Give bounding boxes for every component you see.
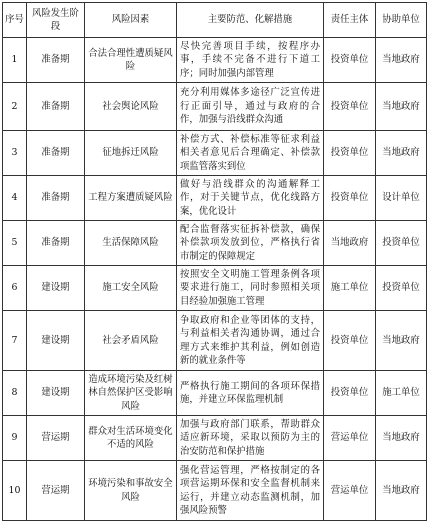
cell-no: 5 xyxy=(3,221,27,266)
cell-assist: 当地政府 xyxy=(376,131,427,176)
cell-stage: 建设期 xyxy=(27,311,85,371)
cell-assist: 投资单位 xyxy=(376,221,427,266)
cell-factor: 合法合理性遭质疑风险 xyxy=(85,38,177,83)
header-factor: 风险因素 xyxy=(85,3,177,38)
cell-stage: 准备期 xyxy=(27,131,85,176)
cell-no: 4 xyxy=(3,176,27,221)
cell-measure: 严格执行施工期间的各项环保措施，并建立环保监理机制 xyxy=(177,371,324,416)
cell-measure: 加强与政府部门联系，帮助群众适应新环境，采取以预防为主的治安防范和保护措施 xyxy=(177,416,324,461)
table-body xyxy=(3,38,427,521)
table-row xyxy=(3,83,427,131)
cell-owner: 营运单位 xyxy=(324,416,376,461)
cell-stage: 营运期 xyxy=(27,461,85,521)
table-row xyxy=(3,221,427,266)
cell-owner: 当地政府 xyxy=(324,221,376,266)
cell-owner: 投资单位 xyxy=(324,176,376,221)
header-measure: 主要防范、化解措施 xyxy=(177,3,324,38)
cell-stage: 建设期 xyxy=(27,266,85,311)
cell-stage: 准备期 xyxy=(27,83,85,131)
cell-stage: 准备期 xyxy=(27,38,85,83)
table-header xyxy=(3,3,427,38)
cell-owner: 施工单位 xyxy=(324,266,376,311)
cell-no: 2 xyxy=(3,83,27,131)
cell-measure: 争取政府和企业等团体的支持，与利益相关者沟通协调，通过合理方式来维护其利益，例如创造新的就业条件等 xyxy=(177,311,324,371)
table-row xyxy=(3,311,427,371)
cell-measure: 强化营运管理，严格按制定的各项营运期环保和安全监督机制来运行，并建立动态监测机制，加强风险预警 xyxy=(177,461,324,521)
cell-owner: 投资单位 xyxy=(324,371,376,416)
cell-measure: 补偿方式、补偿标准等征求利益相关者意见后合理确定、补偿款项监管落实到位 xyxy=(177,131,324,176)
cell-factor: 造成环境污染及红树林自然保护区受影响风险 xyxy=(85,371,177,416)
table-row xyxy=(3,176,427,221)
cell-no: 8 xyxy=(3,371,27,416)
cell-factor: 社会舆论风险 xyxy=(85,83,177,131)
cell-assist: 当地政府 xyxy=(376,461,427,521)
cell-factor: 社会矛盾风险 xyxy=(85,311,177,371)
cell-no: 6 xyxy=(3,266,27,311)
cell-owner: 投资单位 xyxy=(324,83,376,131)
cell-factor: 施工安全风险 xyxy=(85,266,177,311)
cell-no: 3 xyxy=(3,131,27,176)
cell-owner: 营运单位 xyxy=(324,461,376,521)
cell-factor: 群众对生活环境变化不适的风险 xyxy=(85,416,177,461)
table-row xyxy=(3,371,427,416)
table-row xyxy=(3,38,427,83)
cell-assist: 当地政府 xyxy=(376,38,427,83)
cell-factor: 环境污染和事故安全风险 xyxy=(85,461,177,521)
table-row xyxy=(3,461,427,521)
risk-table xyxy=(2,2,427,521)
cell-measure: 充分利用媒体多途径广泛宣传进行正面引导，通过与政府的合作，加强与沿线群众沟通 xyxy=(177,83,324,131)
cell-factor: 征地拆迁风险 xyxy=(85,131,177,176)
cell-owner: 投资单位 xyxy=(324,311,376,371)
cell-assist: 投资单位 xyxy=(376,266,427,311)
cell-stage: 建设期 xyxy=(27,371,85,416)
cell-measure: 做好与沿线群众的沟通解释工作，对于关键节点，优化线路方案，优化设计 xyxy=(177,176,324,221)
cell-no: 7 xyxy=(3,311,27,371)
cell-assist: 当地政府 xyxy=(376,311,427,371)
cell-no: 9 xyxy=(3,416,27,461)
cell-factor: 生活保障风险 xyxy=(85,221,177,266)
cell-factor: 工程方案遭质疑风险 xyxy=(85,176,177,221)
cell-owner: 投资单位 xyxy=(324,131,376,176)
table-row xyxy=(3,131,427,176)
cell-assist: 当地政府 xyxy=(376,83,427,131)
cell-assist: 施工单位 xyxy=(376,371,427,416)
cell-no: 1 xyxy=(3,38,27,83)
header-row xyxy=(3,3,427,38)
cell-assist: 当地政府 xyxy=(376,416,427,461)
cell-owner: 投资单位 xyxy=(324,38,376,83)
header-assist: 协助单位 xyxy=(376,3,427,38)
cell-stage: 准备期 xyxy=(27,221,85,266)
header-owner: 责任主体 xyxy=(324,3,376,38)
header-stage: 风险发生阶段 xyxy=(27,3,85,38)
cell-stage: 营运期 xyxy=(27,416,85,461)
cell-measure: 尽快完善项目手续，按程序办事，手续不完备不进行下道工序；同时加强内部管理 xyxy=(177,38,324,83)
cell-no: 10 xyxy=(3,461,27,521)
cell-measure: 按照安全文明施工管理条例各项要求进行施工，同时参照相关项目经验加强施工管理 xyxy=(177,266,324,311)
table-row xyxy=(3,416,427,461)
table-row xyxy=(3,266,427,311)
cell-measure: 配合监督落实征拆补偿款，确保补偿款项发放到位，严格执行省市制定的保障规定 xyxy=(177,221,324,266)
cell-stage: 准备期 xyxy=(27,176,85,221)
cell-assist: 设计单位 xyxy=(376,176,427,221)
header-no: 序号 xyxy=(3,3,27,38)
